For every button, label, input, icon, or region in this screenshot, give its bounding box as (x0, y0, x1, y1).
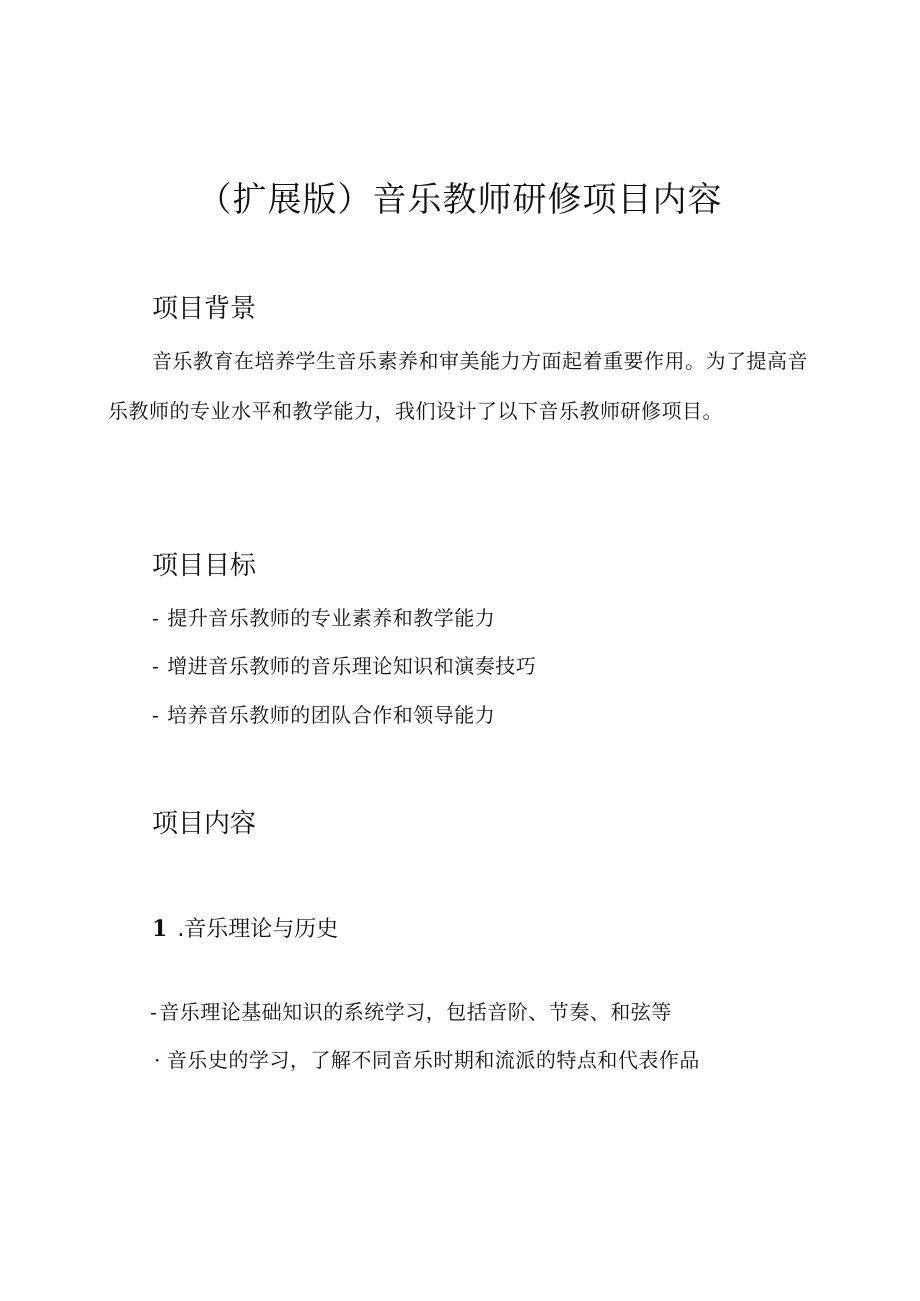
list-marker: - (150, 1000, 158, 1024)
goals-heading: 项目目标 (152, 551, 257, 581)
goal-item (152, 603, 495, 633)
goal-text: 增进音乐教师的音乐理论知识和演奏技巧 (167, 654, 537, 678)
content-item (150, 997, 672, 1027)
list-marker: - (152, 606, 160, 630)
content-item-text: 音乐理论基础知识的系统学习，包括音阶、节奏、和弦等 (159, 1000, 672, 1024)
background-paragraph: 音乐教育在培养学生音乐素养和审美能力方面起着重要作用。为了提高音乐教师的专业水平和教学能力，我们设计了以下音乐教师研修项目。 (108, 349, 808, 423)
goal-text: 提升音乐教师的专业素养和教学能力 (167, 606, 496, 630)
list-marker: - (152, 654, 160, 678)
background-heading: 项目背景 (152, 294, 257, 324)
goal-item (152, 651, 536, 681)
list-marker: · (154, 1048, 161, 1072)
content-heading: 项目内容 (152, 809, 257, 839)
content-item-text: 音乐史的学习，了解不同音乐时期和流派的特点和代表作品 (166, 1048, 700, 1072)
section-heading (152, 913, 338, 946)
list-marker: - (152, 703, 160, 727)
document-title: （扩展版）音乐教师研修项目内容 (197, 180, 723, 220)
content-item (154, 1045, 700, 1075)
goal-text: 培养音乐教师的团队合作和领导能力 (167, 703, 496, 727)
section-number: 1 (152, 916, 168, 942)
goal-item (152, 700, 495, 730)
section-title: .音乐理论与历史 (177, 917, 339, 942)
